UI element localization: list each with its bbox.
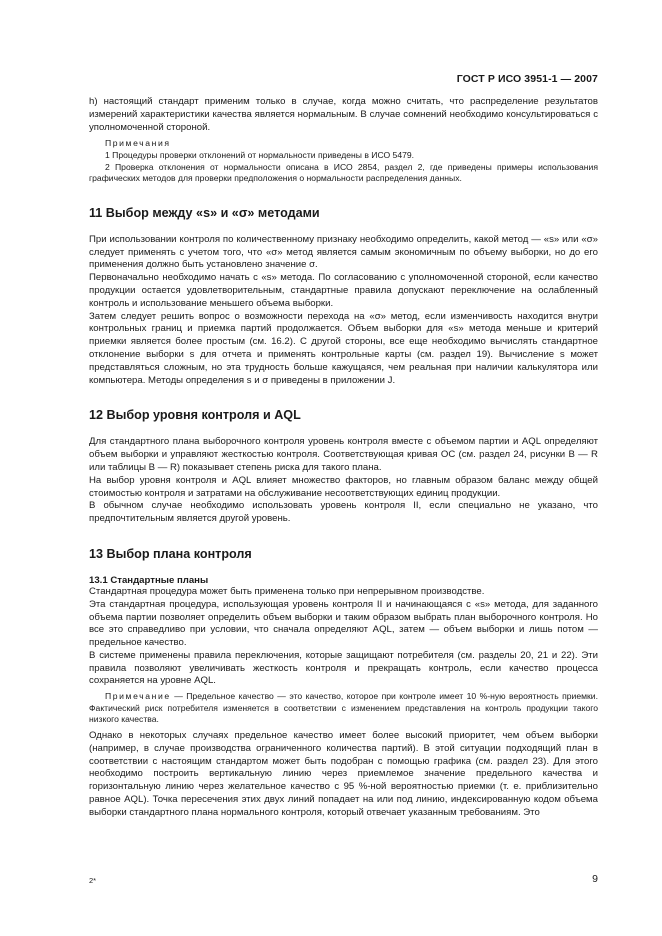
section-12-p1: Для стандартного плана выборочного контроля уровень контроля вместе с объемом партии и AQL определяют объем выборки и управляют жесткостью контроля. Соответствующая кривая ОС (см. раздел 24, рисунки В — R или таблицы В — R) показывает степень риска для такого плана. bbox=[89, 436, 598, 473]
section-11-p3: Затем следует решить вопрос о возможности перехода на «σ» метод, если изменчивость находится внутри контрольных границ и приемка партий продолжается. Объем выборки для «s» метода меньше и критерий приемки является более простым (см. 16.2). С другой стороны, все еще необходимо вычислять стандартное отклонение выборки s для отчета и применять контрольные карты (см. раздел 19). Вычисление s может представляться сложным, но эта трудность больше кажущаяся, чем реальная при наличии калькулятора или компьютера. Методы определения s и σ приведены в приложении J. bbox=[89, 310, 598, 386]
note-2: 2 Проверка отклонения от нормальности описана в ИСО 2854, раздел 2, где приведены примеры использования графических методов для проверки предположения о нормальности распределения данных. bbox=[89, 161, 598, 184]
section-13-p3: В системе применены правила переключения, которые защищают потребителя (см. разделы 20, 21 и 22). Эти правила позволяют увеличивать жесткость контроля и прекращать контроль, если качество процесса сохраняется на уровне AQL. bbox=[89, 649, 598, 687]
section-13-1-heading: 13.1 Стандартные планы bbox=[89, 574, 209, 586]
section-13-p4: Однако в некоторых случаях предельное качество имеет более высокий приоритет, чем объем выборки (например, в случае производства ограниченного количества партий). В этой ситуации подходящий план в соответствии с настоящим стандартом может быть подобран с помощью графика (см. раздел 23). Для этого необходимо построить вертикальную линию через приемлемое значение предельного качества и горизонтальную линию через желательное качество с 95 %-ной вероятностью приемки (т. е. приблизительно равное AQL). Точка пересечения этих двух линий попадает на или под линию, индексированную кодом объема выборки стандартного плана нормального контроля, который отвечает указанным требованиям. Это bbox=[89, 730, 598, 818]
section-11-p1: При использовании контроля по количественному признаку необходимо определить, какой метод — «s» или «σ» следует применять с учетом того, что «σ» метод является самым экономичным по объему выборки, но до его применения должно быть установлено значение σ. bbox=[89, 233, 598, 271]
intro-item-h: h) настоящий стандарт применим только в случае, когда можно считать, что распределение результатов измерений характеристики качества является нормальным. В случае сомнений необходимо консультироваться с уполномоченной стороной. bbox=[89, 96, 598, 133]
section-13-p1: Стандартная процедура может быть применена только при непрерывном производстве. bbox=[89, 585, 485, 597]
section-13-heading: 13 Выбор плана контроля bbox=[89, 546, 252, 561]
page-number: 9 bbox=[592, 873, 598, 885]
section-12-p2: На выбор уровня контроля и AQL влияет множество факторов, но главным образом баланс между общей стоимостью контроля и затратами на обслуживание несоответствующих единиц продукции. bbox=[89, 474, 598, 499]
notes-heading: Примечания bbox=[105, 138, 171, 149]
footer-sheet-mark: 2* bbox=[89, 876, 97, 885]
page-header: ГОСТ Р ИСО 3951-1 — 2007 bbox=[456, 73, 598, 85]
section-11-p2: Первоначально необходимо начать с «s» метода. По согласованию с уполномоченной стороной, если качество продукции остается удовлетворительным, стандартные правила допускают переключение на ослабленный контроль и использование меньшего объема выборки. bbox=[89, 272, 598, 309]
note-1: 1 Процедуры проверки отклонений от нормальности приведены в ИСО 5479. bbox=[105, 149, 415, 160]
page-content bbox=[89, 96, 598, 820]
section-13-note-label: Примечание bbox=[105, 691, 171, 702]
section-13-p2: Эта стандартная процедура, использующая уровень контроля II и начинающаяся с «s» метода, для заданного объема партии позволяет определить объем выборки и таким образом выбрать план выборочного контроля. Но все это справедливо при условии, что сначала определяют AQL, затем — объем выборки и лишь потом — предельное качество. bbox=[89, 598, 598, 649]
section-12-heading: 12 Выбор уровня контроля и AQL bbox=[89, 408, 301, 423]
section-13-note-text: — Предельное качество — это качество, которое при контроле имеет 10 %-ную вероятность приемки. Фактический риск потребителя изменяется в соответствии с изменением представления на контроль продукции такого низкого качества. bbox=[89, 691, 598, 725]
section-11-heading: 11 Выбор между «s» и «σ» методами bbox=[89, 205, 320, 220]
section-12-p3: В обычном случае необходимо использовать уровень контроля II, если специально не указано, что предпочтительным является другой уровень. bbox=[89, 500, 598, 525]
section-13-note bbox=[89, 691, 598, 726]
